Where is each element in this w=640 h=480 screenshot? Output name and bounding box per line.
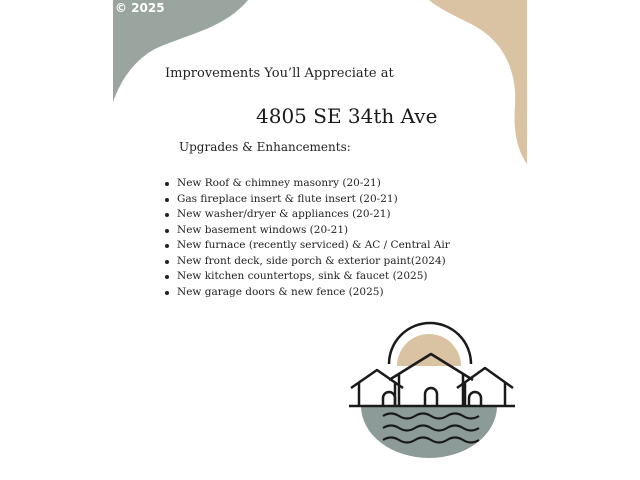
upgrades-heading: Upgrades & Enhancements: [179, 140, 351, 154]
list-item: New kitchen countertops, sink & faucet (2025) [163, 269, 450, 285]
list-item: Gas fireplace insert & flute insert (20-21) [163, 192, 450, 208]
sun-shape [397, 334, 461, 366]
list-item: New front deck, side porch & exterior paint(2024) [163, 254, 450, 270]
property-address: 4805 SE 34th Ave [256, 104, 438, 128]
copyright-text: © 2025 [115, 1, 165, 15]
list-item: New washer/dryer & appliances (20-21) [163, 207, 450, 223]
houses-sun-water-logo-icon [345, 308, 520, 468]
headline: Improvements You’ll Appreciate at [165, 66, 394, 81]
door-right [469, 392, 481, 406]
list-item: New furnace (recently serviced) & AC / Central Air [163, 238, 450, 254]
tan-blob [429, 0, 527, 164]
list-item: New basement windows (20-21) [163, 223, 450, 239]
sage-blob [113, 0, 248, 102]
door-left [383, 392, 395, 406]
list-item: New Roof & chimney masonry (20-21) [163, 176, 450, 192]
door-center [425, 388, 437, 406]
list-item: New garage doors & new fence (2025) [163, 285, 450, 301]
house-right [457, 368, 513, 406]
upgrades-list [163, 176, 450, 300]
